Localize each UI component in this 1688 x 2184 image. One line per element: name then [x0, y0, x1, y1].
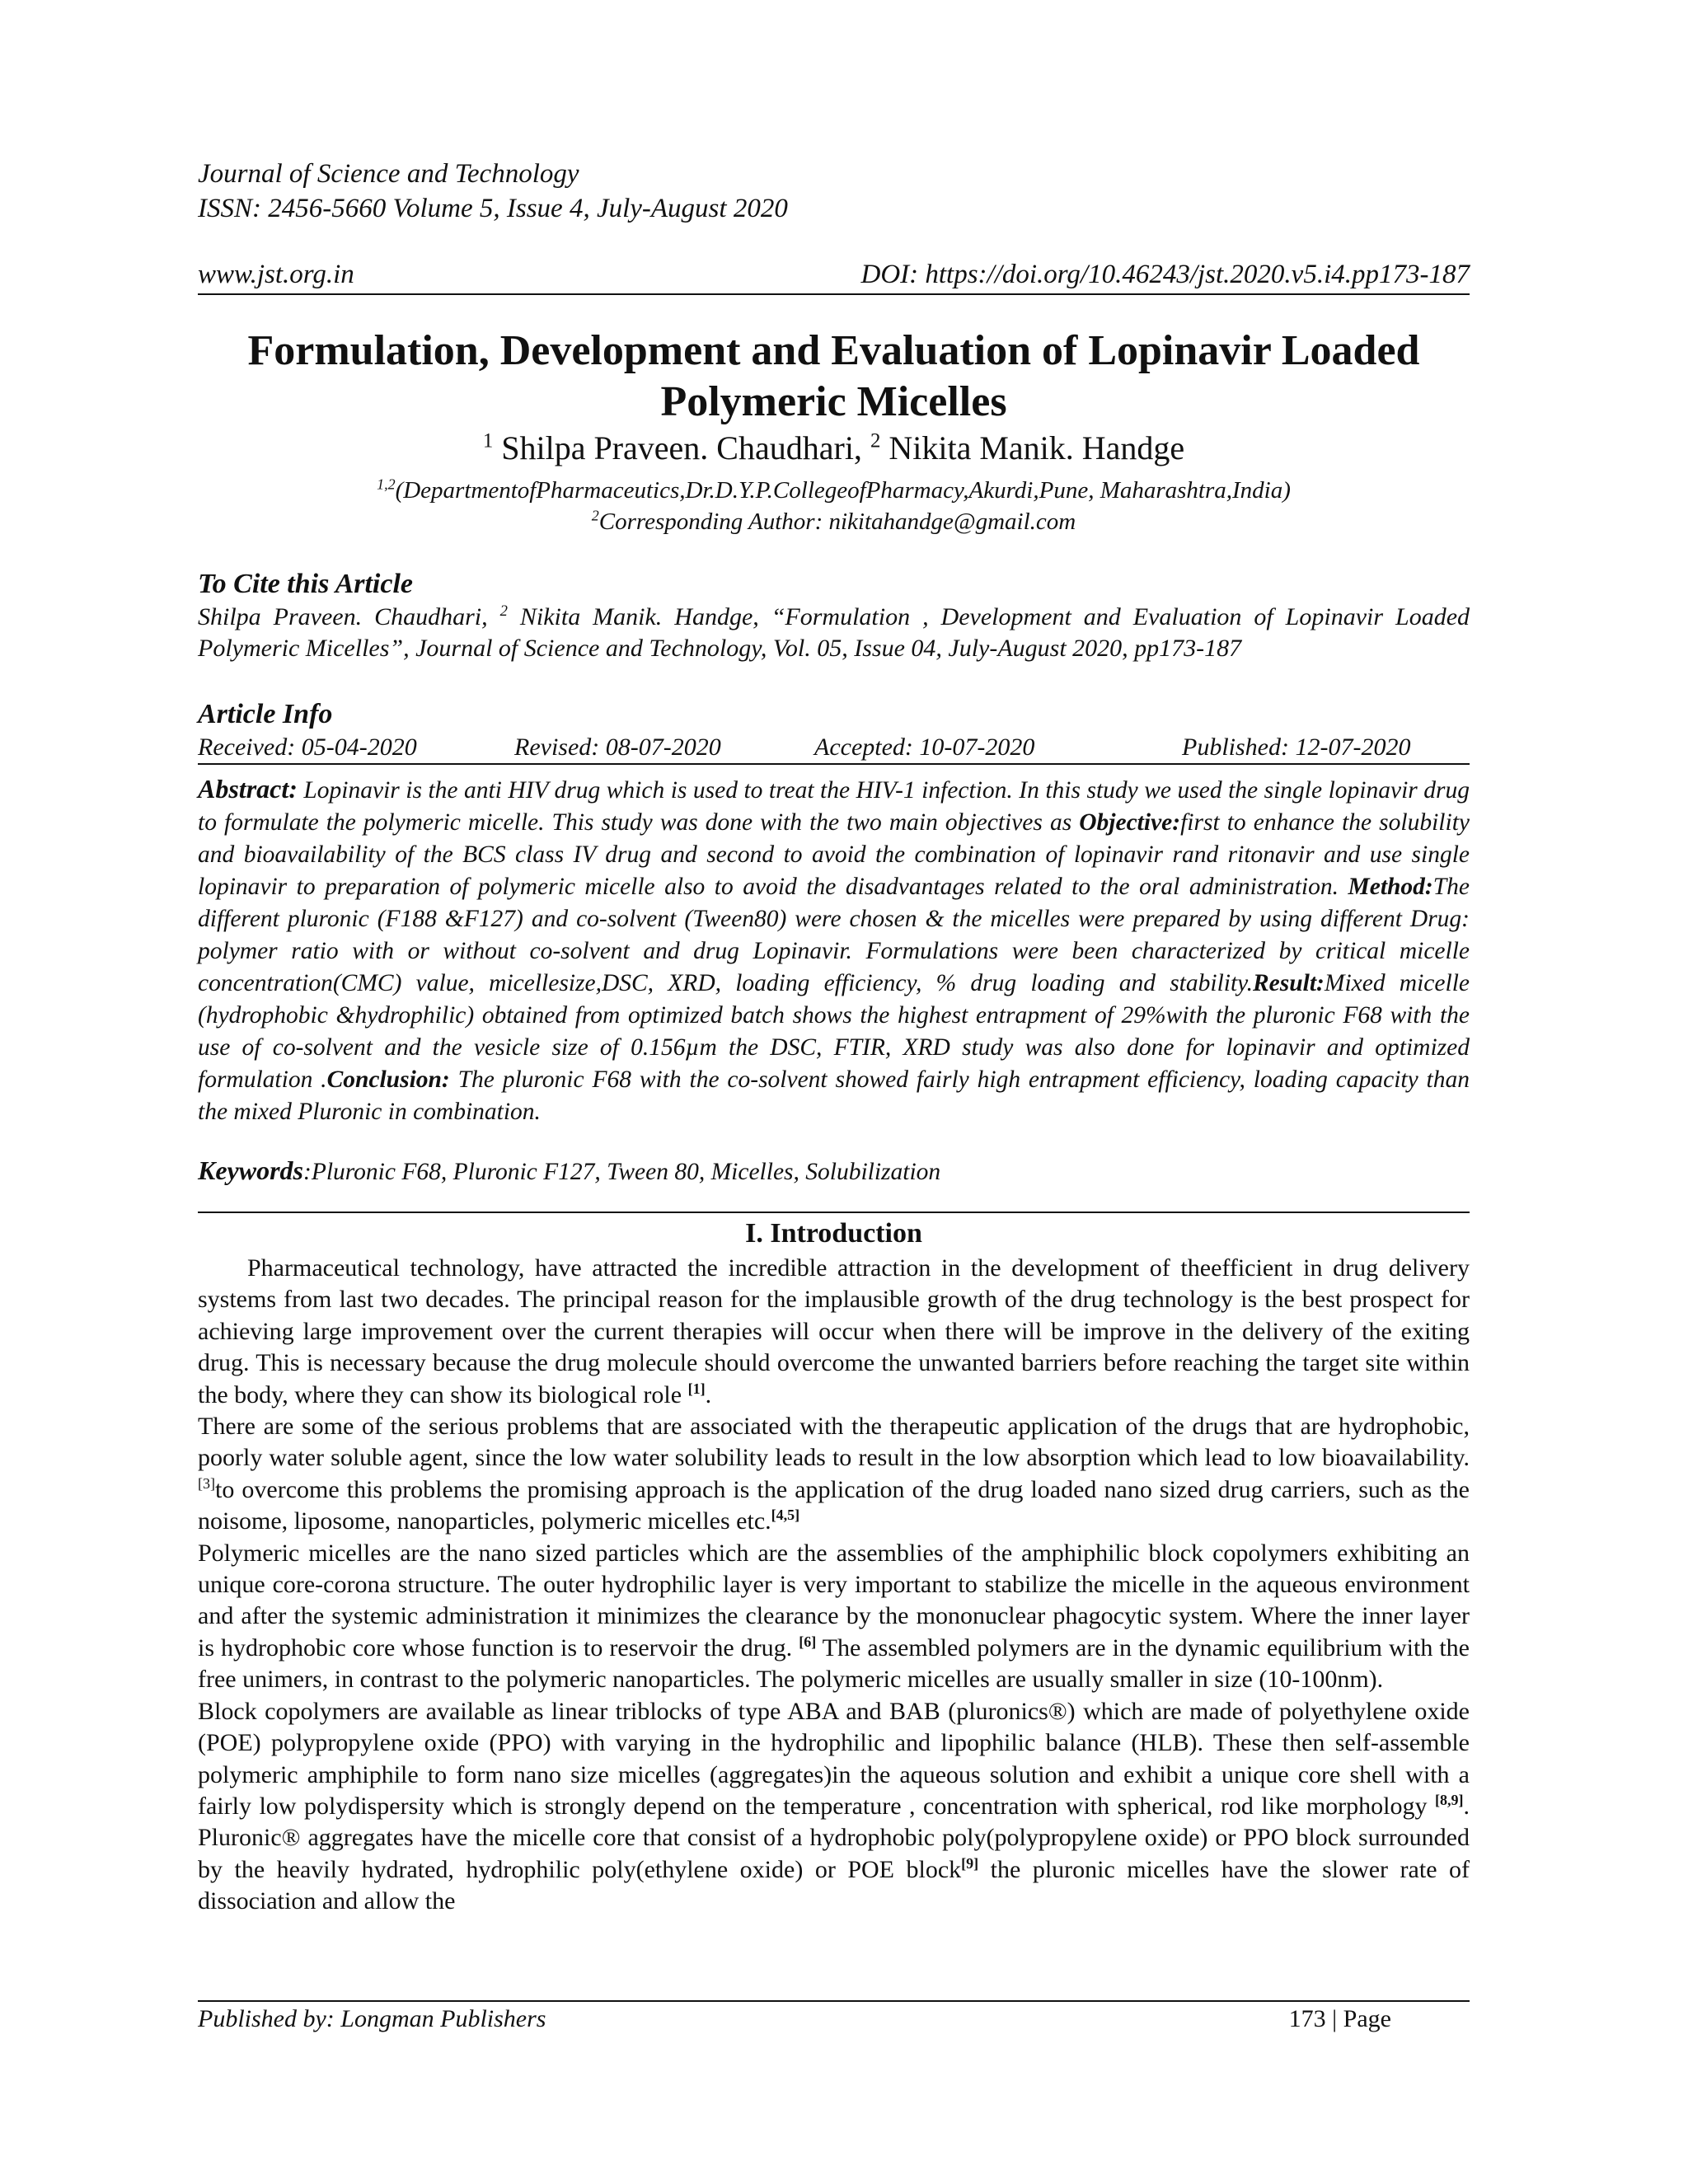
keywords: [198, 1155, 1470, 1186]
method-label: Method:: [1348, 874, 1433, 900]
intro-p2-text-b: to overcome this problems the promising approach is the application of the drug loaded nano sized drug carriers, such as the noisome, liposome, nanoparticles, polymeric micelles etc.: [198, 1475, 1470, 1535]
intro-p3-text-a: Polymeric micelles are the nano sized particles which are the assemblies of the amphiphilic block copolymers exhibiting an unique core-corona structure. The outer hydrophilic layer is very important to stabilize the micelle in the aqueous environment and after the systemic administration it minimizes the clearance by the mononuclear phagocytic system. Where the inner layer is hydrophobic core whose function is to reservoir the drug.: [198, 1539, 1470, 1661]
article-dates: [198, 733, 1470, 765]
objective-label: Objective:: [1079, 809, 1181, 836]
citation-ref-6: [6]: [799, 1633, 817, 1650]
abstract-text-1: Lopinavir is the anti HIV drug which is used to treat the HIV-1 infection. In this study we used the single lopinavir drug to formulate the polymeric micelle. This study was done with the two main objectives as: [198, 777, 1470, 836]
affiliation-text: (DepartmentofPharmaceutics,Dr.D.Y.P.CollegeofPharmacy,Akurdi,Pune, Maharashtra,India): [395, 477, 1291, 504]
author-list: [198, 429, 1470, 467]
citation-ref-8-9: [8,9]: [1435, 1791, 1464, 1808]
cite-heading: To Cite this Article: [198, 569, 414, 599]
intro-p3-text-b: The assembled polymers are in the dynamic equilibrium with the free unimers, in contrast to the polymeric nanoparticles. The polymeric micelles are usually smaller in size (10-100nm).: [198, 1633, 1470, 1694]
keywords-label: Keywords: [198, 1155, 303, 1185]
section-divider: [198, 1212, 1470, 1213]
page-number: 173 | Page: [1288, 2005, 1391, 2032]
abstract-text-4: Mixed micelle (hydrophobic &hydrophilic) obtained from optimized batch shows the highest entrapment of 29%with the pluronic F68 with the use of co-solvent and the vesicle size of 0.156µm the DSC, FTIR, XRD study was also done for lopinavir and optimized formulation .: [198, 970, 1470, 1093]
doi-link[interactable]: DOI: https://doi.org/10.46243/jst.2020.v5.i4.pp173-187: [860, 260, 1470, 289]
journal-website-link[interactable]: www.jst.org.in: [198, 260, 354, 289]
paper-title: [198, 326, 1470, 428]
intro-paragraph-4: [198, 1696, 1470, 1918]
abstract-text-3: The different pluronic (F188 &F127) and co-solvent (Tween80) were chosen & the micelles were prepared by using different Drug: polymer ratio with or without co-solvent and drug Lopinavir. Formulations were been characterized by critical micelle concentration(CMC) value, micellesize,DSC, XRD, loading efficiency, % drug loading and stability.: [198, 874, 1470, 996]
citation-superscript: 2: [499, 602, 508, 620]
citation-ref-9: [9]: [961, 1854, 979, 1872]
intro-paragraph-2: [198, 1411, 1470, 1538]
abstract-text-5: The pluronic F68 with the co-solvent showed fairly high entrapment efficiency, loading capacity than the mixed Pluronic in combination.: [198, 1066, 1470, 1125]
abstract-text-2: first to enhance the solubility and bioavailability of the BCS class IV drug and second to avoid the combination of lopinavir rand ritonavir and use single lopinavir to preparation of polymeric micelle also to avoid the disadvantages related to the oral administration.: [198, 809, 1470, 900]
author-2-number: 2: [870, 429, 881, 452]
received-date: Received: 05-04-2020: [198, 733, 417, 761]
author-2-name: Nikita Manik. Handge: [889, 429, 1185, 466]
result-label: Result:: [1253, 970, 1325, 996]
affiliation-line: [198, 475, 1470, 506]
accepted-date: Accepted: 10-07-2020: [814, 733, 1035, 761]
intro-paragraph-1: [198, 1253, 1470, 1411]
introduction-body: [198, 1253, 1470, 1918]
intro-p2-text-a: There are some of the serious problems that are associated with the therapeutic application of the drugs that are hydrophobic, poorly water soluble agent, since the low water solubility leads to result in the low absorption which lead to low bioavailability.: [198, 1413, 1470, 1472]
intro-paragraph-3: [198, 1538, 1470, 1696]
corresponding-number: 2: [591, 507, 599, 524]
affiliation-number: 1,2: [377, 476, 396, 493]
intro-p1-text: Pharmaceutical technology, have attracted the incredible attraction in the development of theefficient in drug delivery systems from last two decades. The principal reason for the implausible growth of the drug technology is the best prospect for achieving large improvement over the current therapies will occur when there will be improve in the delivery of the exiting drug. This is necessary because the drug molecule should overcome the unwanted barriers before reaching the target site within the body, where they can show its biological role: [198, 1254, 1470, 1408]
citation-ref-1: [1]: [687, 1380, 706, 1397]
author-1-name: Shilpa Praveen. Chaudhari,: [501, 429, 862, 466]
intro-p4-text-c: the pluronic micelles have the slower rate of dissociation and allow the: [198, 1855, 1470, 1915]
article-info-heading: Article Info: [198, 699, 333, 729]
intro-p4-text-a: Block copolymers are available as linear triblocks of type ABA and BAB (pluronics®) which are made of polyethylene oxide (POE) polypropylene oxide (PPO) with varying in the hydrophilic and lipophilic balance (HLB). These then self-assemble polymeric amphiphile to form nano size micelles (aggregates)in the aqueous solution and exhibit a unique core shell with a fairly low polydispersity which is strongly depend on the temperature , concentration with spherical, rod like morphology: [198, 1697, 1470, 1820]
author-1-number: 1: [482, 429, 494, 452]
revised-date: Revised: 08-07-2020: [514, 733, 721, 761]
url-doi-row: [198, 260, 1470, 295]
title-line-2: Polymeric Micelles: [660, 378, 1007, 425]
conclusion-label: Conclusion:: [326, 1066, 450, 1093]
citation-part-2: Nikita Manik. Handge, “Formulation , Development and Evaluation of Lopinavir Loaded Polymeric Micelles”, Journal of Science and Technology, Vol. 05, Issue 04, July-August 2020, pp173-187: [198, 603, 1470, 662]
intro-p4-text-b: . Pluronic® aggregates have the micelle core that consist of a hydrophobic poly(polypropylene oxide) or PPO block surrounded by the heavily hydrated, hydrophilic poly(ethylene oxide) or POE block: [198, 1792, 1470, 1883]
keywords-text: :Pluronic F68, Pluronic F127, Tween 80, Micelles, Solubilization: [303, 1159, 941, 1185]
journal-issn: ISSN: 2456-5660 Volume 5, Issue 4, July-August 2020: [198, 194, 788, 223]
title-line-1: Formulation, Development and Evaluation of Lopinavir Loaded: [247, 327, 1420, 374]
abstract: [198, 773, 1470, 1128]
citation-text: [198, 602, 1470, 664]
citation-part-1: Shilpa Praveen. Chaudhari,: [198, 603, 488, 630]
corresponding-author-text: Corresponding Author: nikitahandge@gmail.com: [598, 509, 1076, 535]
page-footer: [198, 2000, 1470, 2033]
introduction-heading: I. Introduction: [745, 1218, 922, 1249]
citation-ref-4-5: [4,5]: [771, 1507, 800, 1524]
journal-name: Journal of Science and Technology: [198, 159, 579, 189]
abstract-label: Abstract:: [198, 774, 298, 804]
corresponding-author-line: [198, 506, 1470, 537]
publisher: Published by: Longman Publishers: [198, 2005, 546, 2032]
intro-p1-end: .: [705, 1380, 712, 1408]
published-date: Published: 12-07-2020: [1182, 733, 1411, 761]
journal-header: [198, 157, 788, 226]
citation-ref-3: [3]: [198, 1474, 215, 1492]
affiliation-block: [198, 475, 1470, 537]
